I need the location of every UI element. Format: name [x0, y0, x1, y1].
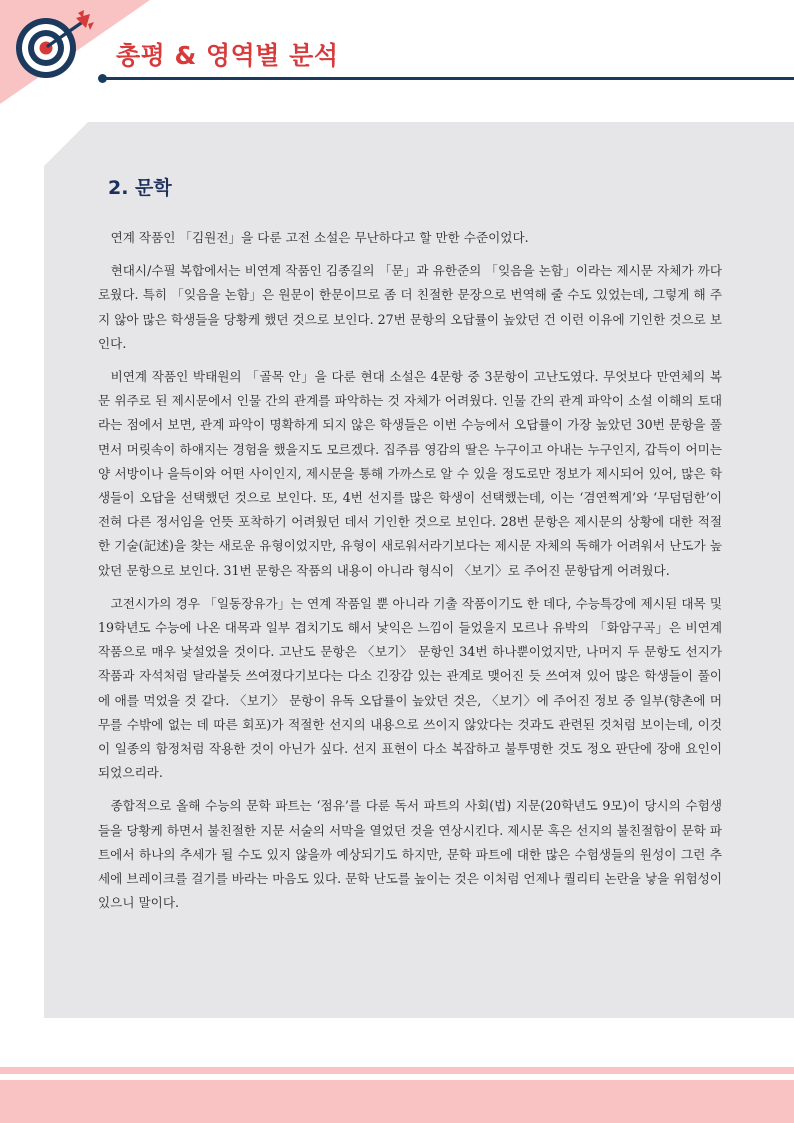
footer-block: [0, 1080, 794, 1123]
target-icon: [12, 8, 96, 86]
footer-band: [0, 1067, 794, 1074]
rule-line: [104, 77, 794, 80]
header-rule: [98, 76, 794, 81]
paragraph: 현대시/수필 복합에서는 비연계 작품인 김종길의 「문」과 유한준의 「잊음을 논함」이라는 제시문 자체가 까다로웠다. 특히 「잊음을 논함」은 원문이 한문이므로 좀 더 친절한 문장으로 번역해 줄 수도 있었는데, 그렇게 해 주지 않아 많은 학생들을 당황케 했던 것으로 보인다. 27번 문항의 오답률이 높았던 건 이런 이유에 기인한 것으로 보인다.: [98, 263, 722, 351]
paragraph: 연계 작품인 「김원전」을 다룬 고전 소설은 무난하다고 할 만한 수준이었다.: [110, 230, 529, 245]
paragraph: 종합적으로 올해 수능의 문학 파트는 ‘점유’를 다룬 독서 파트의 사회(법) 지문(20학년도 9모)이 당시의 수험생들을 당황케 하면서 불친절한 지문 서술의 서막을 열었던 것을 연상시킨다. 제시문 혹은 선지의 불친절함이 문학 파트에서 하나의 추세가 될 수도 있지 않을까 예상되기도 하지만, 문학 파트에 대한 많은 수험생들의 원성이 그런 추세에 브레이크를 걸기를 바라는 마음도 있다. 문학 난도를 높이는 것은 이처럼 언제나 퀄리티 논란을 낳을 위험성이 있으니 말이다.: [98, 798, 722, 911]
section-title: 2. 문학: [108, 177, 172, 199]
paragraph: 비연계 작품인 박태원의 「골목 안」을 다룬 현대 소설은 4문항 중 3문항이 고난도였다. 무엇보다 만연체의 복문 위주로 된 제시문에서 인물 간의 관계를 파악하는 것 자체가 어려웠다. 인물 간의 관계 파악이 소설 이해의 토대라는 점에서 보면, 관계 파악이 명확하게 되지 않은 학생들은 이번 수능에서 오답률이 가장 높았던 30번 문항을 풀면서 머릿속이 하얘지는 경험을 했을지도 모르겠다. 집주름 영감의 딸은 누구이고 아내는 누구인지, 갑득이 어미는 양 서방이나 을득이와 어떤 사이인지, 제시문을 통해 가까스로 알 수 있을 정도로만 정보가 제시되어 있어, 많은 학생들이 오답을 선택했던 것으로 보인다. 또, 4번 선지를 많은 학생이 선택했는데, 이는 ‘겸연쩍게’와 ‘무덤덤한’이 전혀 다른 정서임을 언뜻 포착하기 어려웠던 데서 기인한 것으로 보인다. 28번 문항은 제시문의 상황에 대한 적절한 기술(記述)을 찾는 새로운 유형이었지만, 유형이 새로워서라기보다는 제시문 자체의 독해가 어려워서 난도가 높았던 문항으로 보인다. 31번 문항은 작품의 내용이 아니라 형식이 〈보기〉로 주어진 문항답게 어려웠다.: [98, 369, 722, 578]
page-header-title: 총평 & 영역별 분석: [116, 41, 339, 70]
paragraph: 고전시가의 경우 「일동장유가」는 연계 작품일 뿐 아니라 기출 작품이기도 한 데다, 수능특강에 제시된 대목 및 19학년도 수능에 나온 대목과 일부 겹치기도 해서 낯익은 느낌이 들었을지 모르나 유박의 「화암구곡」은 비연계 작품으로 매우 낯설었을 것이다. 고난도 문항은 〈보기〉 문항인 34번 하나뿐이었지만, 나머지 두 문항도 선지가 작품과 자석처럼 달라붙듯 쓰여졌다기보다는 다소 긴장감 있는 관계로 맺어진 듯 쓰여져 있어 많은 학생들이 풀이에 애를 먹었을 것 같다. 〈보기〉 문항이 유독 오답률이 높았던 것은, 〈보기〉에 주어진 정보 중 일부(향촌에 머무를 수밖에 없는 데 따른 회포)가 적절한 선지의 내용으로 쓰이지 않았다는 것과도 관련된 것처럼 보이는데, 이것이 일종의 함정처럼 작용한 것이 아닌가 싶다. 선지 표현이 다소 복잡하고 불투명한 것도 정오 판단에 장애 요인이 되었으리라.: [98, 595, 722, 781]
body-text: [98, 226, 722, 924]
